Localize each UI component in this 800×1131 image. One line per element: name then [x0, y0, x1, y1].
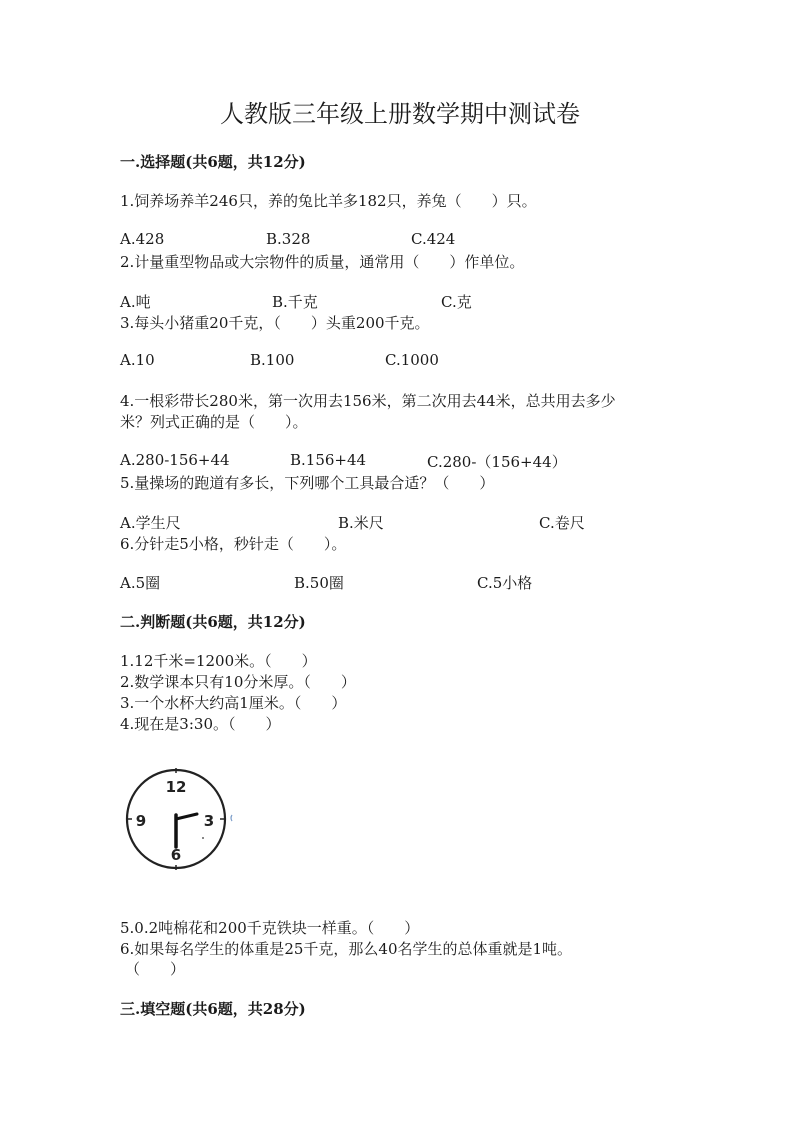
option-b[interactable]: B.328 [266, 230, 311, 248]
question-text: 4.现在是3:30。（ ） [120, 715, 281, 733]
clock-mark [202, 837, 204, 839]
option-b[interactable]: B.千克 [272, 293, 318, 311]
option-a[interactable]: A.吨 [120, 293, 151, 311]
option-a[interactable]: A.428 [120, 230, 165, 248]
question-text: 3.每头小猪重20千克，（ ）头重200千克。 [120, 314, 430, 332]
option-b[interactable]: B.50圈 [294, 574, 344, 592]
option-a[interactable]: A.10 [120, 351, 155, 369]
section-heading-judgment: 二.判断题(共6题，共12分) [120, 613, 306, 631]
answer-blank: （ ） [125, 960, 186, 978]
option-c[interactable]: C.1000 [385, 351, 439, 369]
question-text: 3.一个水杯大约高1厘米。（ ） [120, 694, 347, 712]
option-c[interactable]: C.克 [441, 293, 472, 311]
question-text: 6.分针走5小格，秒针走（ ）。 [120, 535, 347, 553]
option-a[interactable]: A.5圈 [120, 574, 161, 592]
option-c[interactable]: C.280-（156+44） [427, 453, 567, 471]
clock-numeral-12: 12 [165, 778, 187, 796]
question-text: 6.如果每名学生的体重是25千克，那么40名学生的总体重就是1吨。 [120, 940, 573, 958]
option-a[interactable]: A.学生尺 [120, 514, 181, 532]
question-text: 2.计量重型物品或大宗物件的质量，通常用（ ）作单位。 [120, 253, 525, 271]
page-title: 人教版三年级上册数学期中测试卷 [220, 100, 580, 128]
clock-numeral-6: 6 [170, 846, 182, 864]
question-text: 1.12千米=1200米。（ ） [120, 652, 317, 670]
option-a[interactable]: A.280-156+44 [120, 451, 230, 469]
question-text: 2.数学课本只有10分米厚。（ ） [120, 673, 356, 691]
stray-mark [231, 815, 232, 821]
option-c[interactable]: C.卷尺 [539, 514, 585, 532]
option-b[interactable]: B.156+44 [290, 451, 367, 469]
clock-numeral-9: 9 [135, 812, 147, 830]
section-heading-fill-in: 三.填空题(共6题，共28分) [120, 1000, 306, 1018]
option-b[interactable]: B.100 [250, 351, 295, 369]
option-b[interactable]: B.米尺 [338, 514, 384, 532]
clock-hour-hand [176, 814, 197, 819]
section-heading-choice: 一.选择题(共6题，共12分) [120, 153, 306, 171]
option-c[interactable]: C.424 [411, 230, 456, 248]
question-text: 5.0.2吨棉花和200千克铁块一样重。（ ） [120, 919, 420, 937]
option-c[interactable]: C.5小格 [477, 574, 533, 592]
question-text: 5.量操场的跑道有多长，下列哪个工具最合适？（ ） [120, 474, 495, 492]
question-text: 1.饲养场养羊246只，养的兔比羊多182只，养兔（ ）只。 [120, 192, 537, 210]
clock-numeral-3: 3 [203, 812, 215, 830]
clock-figure [122, 767, 242, 877]
question-text-line-1: 4.一根彩带长280米，第一次用去156米，第二次用去44米，总共用去多少 [120, 392, 616, 410]
question-text-line-2: 米？列式正确的是（ ）。 [120, 413, 308, 431]
